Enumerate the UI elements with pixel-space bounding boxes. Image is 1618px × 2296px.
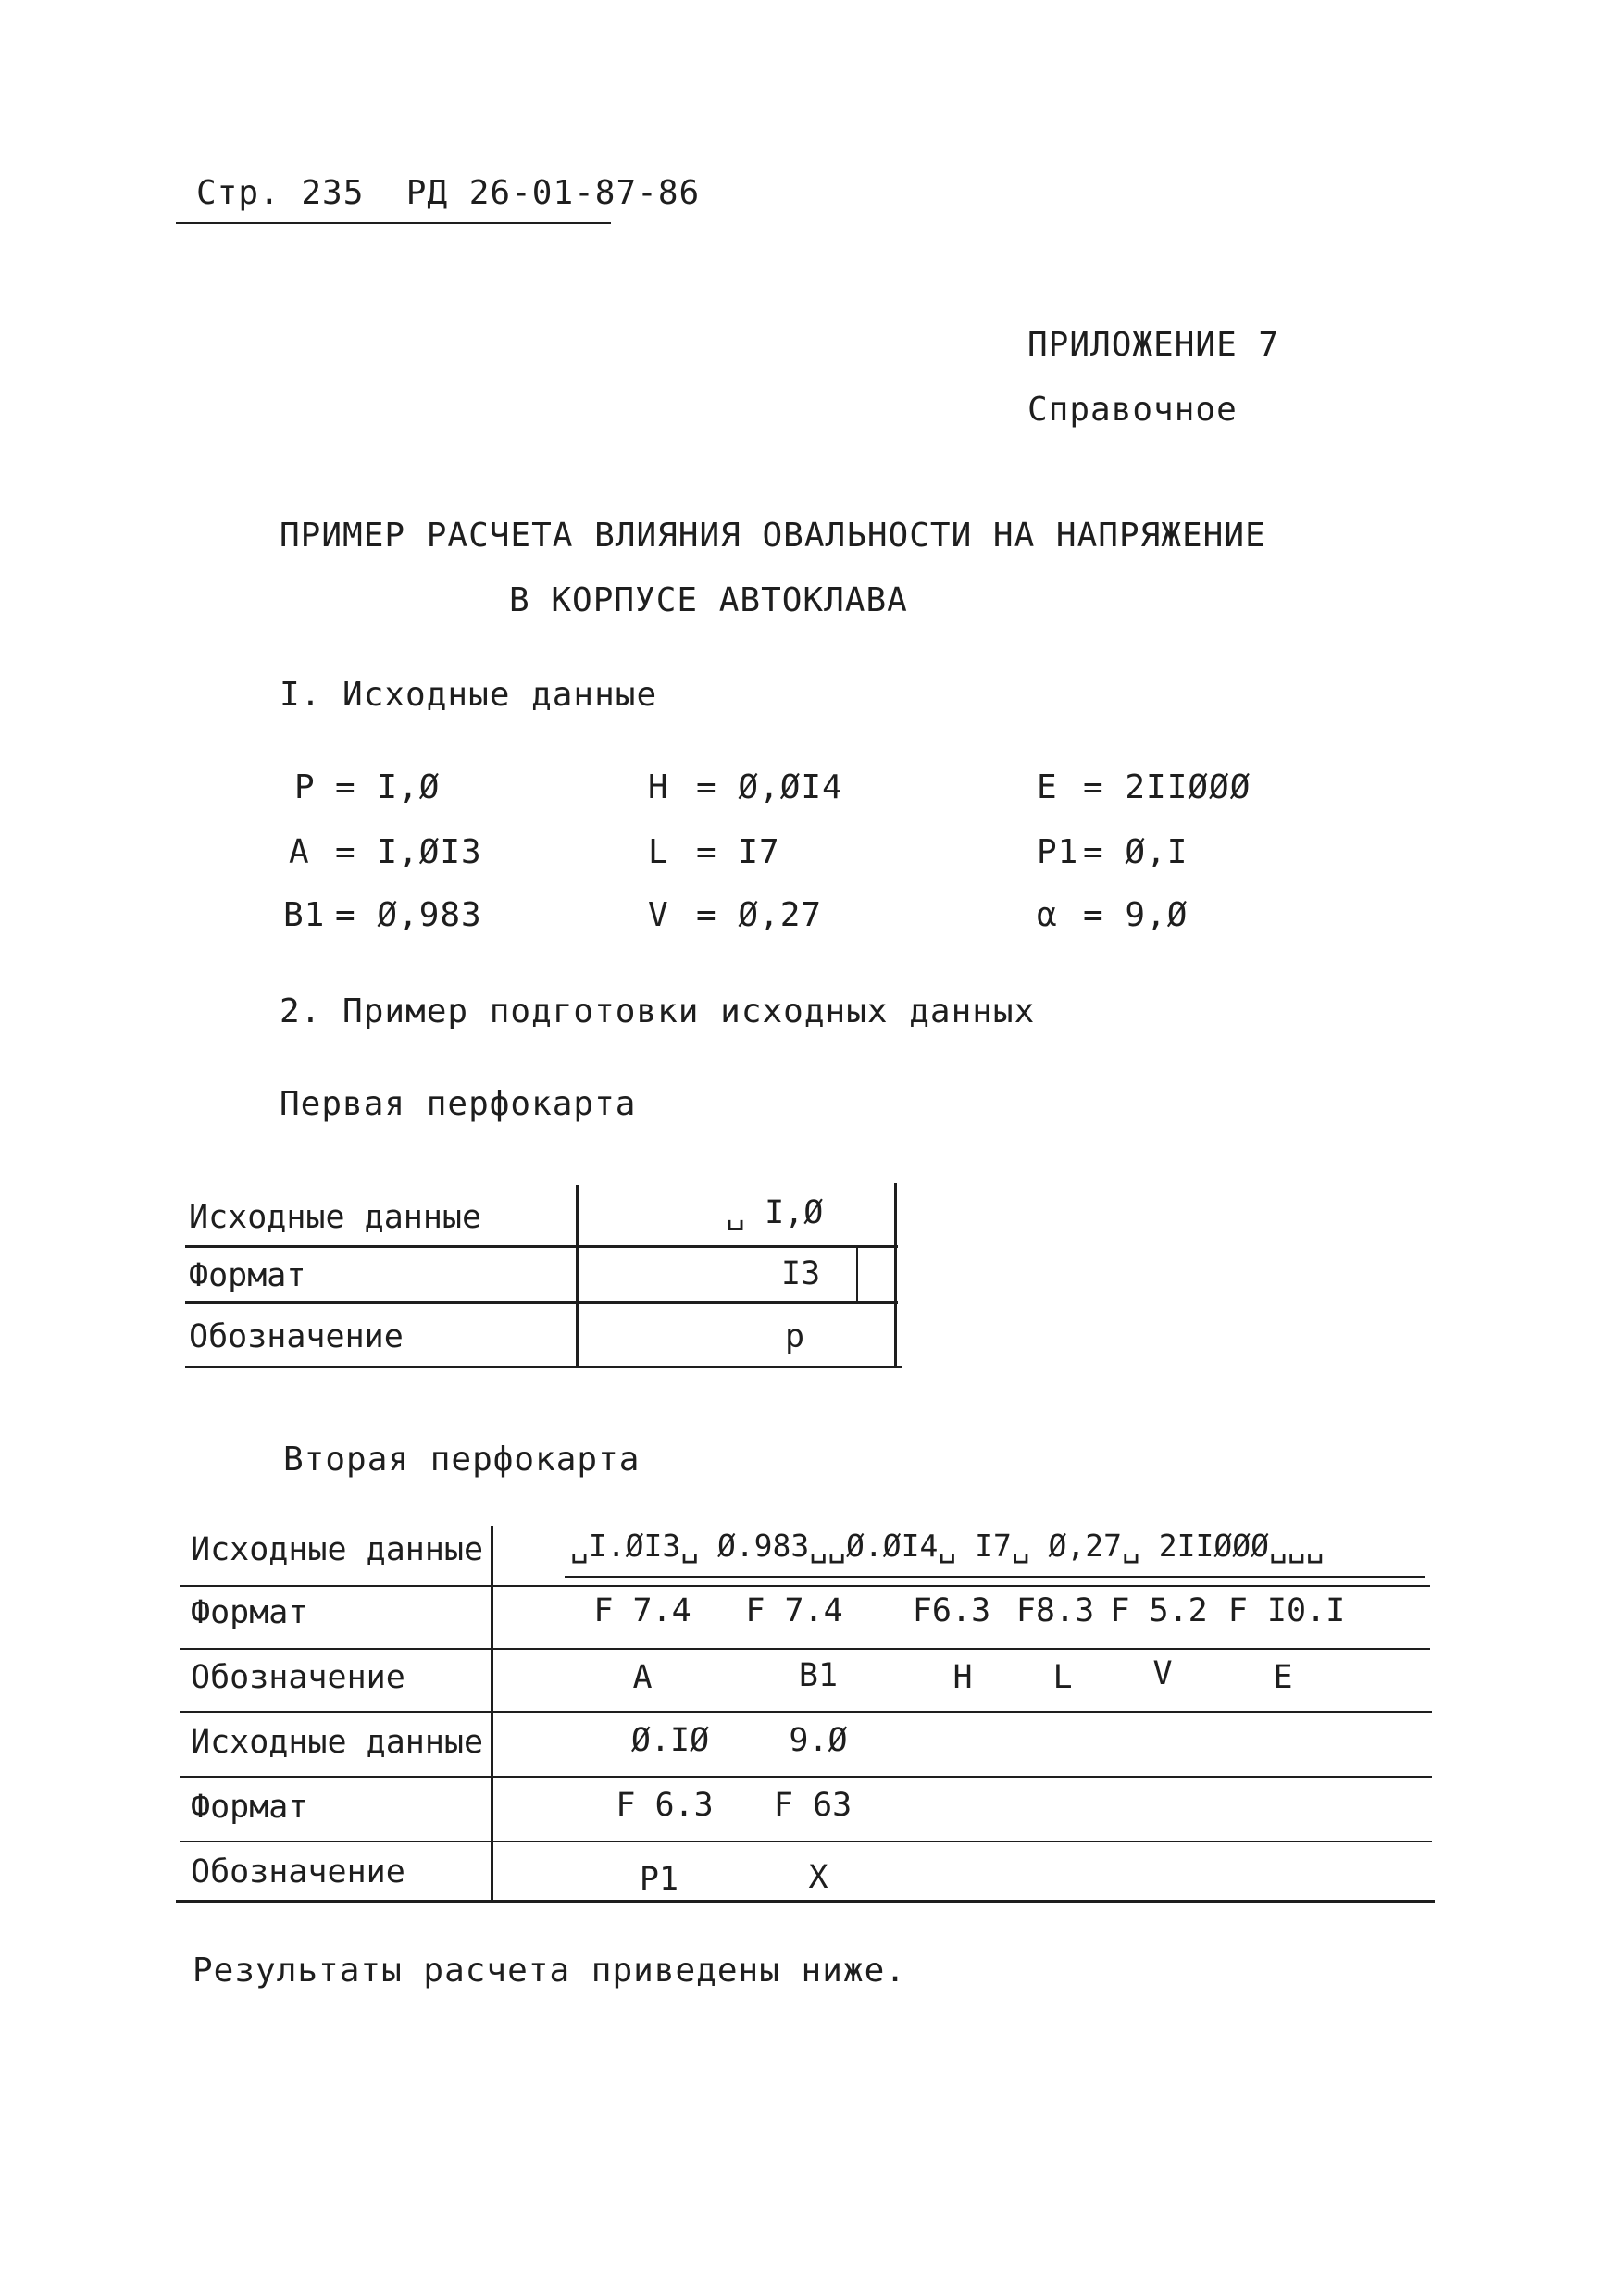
card1-divider — [894, 1183, 897, 1366]
param-value: = I,ØI3 — [335, 833, 482, 871]
appendix-title: ПРИЛОЖЕНИЕ 7 — [1027, 326, 1280, 364]
card2-title: Вторая перфокарта — [283, 1441, 641, 1479]
param-name: L — [648, 833, 669, 871]
designation-cell: V — [1152, 1655, 1173, 1692]
param-name: P1 — [1037, 833, 1079, 871]
card1-divider — [856, 1245, 858, 1301]
card2-rule — [180, 1776, 1432, 1778]
card1-divider — [576, 1185, 579, 1366]
format-cell: F 6.3 — [616, 1787, 714, 1824]
card1-row-label: Формат — [189, 1257, 306, 1294]
card2-row-label: Обозначение — [191, 1659, 405, 1696]
input-cell: 9.Ø — [789, 1722, 848, 1759]
card2-divider — [491, 1526, 493, 1902]
card1-row-label: Обозначение — [189, 1318, 404, 1355]
designation-cell: E — [1273, 1659, 1293, 1696]
card1-title: Первая перфокарта — [280, 1085, 637, 1123]
card2-rule — [180, 1648, 1430, 1650]
designation-cell: B1 — [798, 1657, 839, 1694]
param-name: E — [1037, 768, 1058, 806]
section1-heading: I. Исходные данные — [280, 676, 658, 714]
param-value: = 2IIØØØ — [1083, 768, 1251, 806]
card2-row-label: Формат — [191, 1789, 308, 1826]
card2-row-value: ␣I.ØI3␣ Ø.983␣␣Ø.ØI4␣ I7␣ Ø,27␣ 2IIØØØ␣␣␣ — [570, 1528, 1325, 1564]
card2-row-label: Обозначение — [191, 1853, 405, 1890]
format-cell: F6.3 — [912, 1592, 991, 1629]
card2-row-label: Формат — [191, 1594, 308, 1631]
header-underline — [176, 222, 611, 224]
param-name: P — [294, 768, 316, 806]
designation-cell: L — [1052, 1659, 1073, 1696]
card2-rule — [180, 1585, 1430, 1587]
param-value: = Ø,27 — [696, 896, 823, 934]
designation-cell: P1 — [639, 1861, 679, 1898]
format-cell: F 5.2 — [1110, 1592, 1208, 1629]
format-cell: F8.3 — [1015, 1592, 1095, 1629]
doc-title-line2: В КОРПУСЕ АВТОКЛАВА — [509, 581, 908, 619]
card2-rule — [180, 1841, 1432, 1842]
card1-rule — [185, 1245, 898, 1248]
results-note: Результаты расчета приведены ниже. — [193, 1952, 906, 1990]
designation-cell: X — [808, 1859, 828, 1896]
field-brace — [565, 1576, 1425, 1578]
param-value: = 9,Ø — [1083, 896, 1189, 934]
card2-row-label: Исходные данные — [191, 1531, 484, 1568]
card1-row-value: I3 — [781, 1255, 821, 1292]
format-cell: F I0.I — [1227, 1592, 1346, 1629]
card1-rule — [185, 1301, 898, 1304]
designation-cell: A — [632, 1659, 653, 1696]
param-value: = I,Ø — [335, 768, 441, 806]
appendix-subtitle: Справочное — [1027, 391, 1238, 429]
designation-cell: H — [952, 1659, 973, 1696]
card2-rule — [180, 1711, 1432, 1713]
doc-title-line1: ПРИМЕР РАСЧЕТА ВЛИЯНИЯ ОВАЛЬНОСТИ НА НАПРЯЖЕНИЕ — [280, 517, 1266, 555]
input-cell: Ø.IØ — [630, 1722, 710, 1759]
param-value: = Ø,983 — [335, 896, 482, 934]
section2-heading: 2. Пример подготовки исходных данных — [280, 992, 1036, 1030]
param-value: = Ø,ØI4 — [696, 768, 843, 806]
card2-row-label: Исходные данные — [191, 1724, 484, 1761]
card1-row-value: p — [785, 1318, 805, 1355]
param-name: V — [648, 896, 669, 934]
param-name: B1 — [283, 896, 326, 934]
card2-rule — [176, 1900, 1435, 1903]
param-name: A — [289, 833, 310, 871]
param-value: = I7 — [696, 833, 780, 871]
card1-row-value: ␣ I,Ø — [726, 1194, 824, 1231]
card1-rule — [185, 1366, 902, 1368]
param-name: α — [1037, 896, 1058, 934]
card1-row-label: Исходные данные — [189, 1199, 482, 1236]
page-header: Стр. 235 РД 26-01-87-86 — [196, 174, 701, 212]
param-value: = Ø,I — [1083, 833, 1189, 871]
format-cell: F 7.4 — [593, 1592, 691, 1629]
param-name: H — [648, 768, 669, 806]
format-cell: F 7.4 — [745, 1592, 843, 1629]
format-cell: F 63 — [773, 1787, 853, 1824]
